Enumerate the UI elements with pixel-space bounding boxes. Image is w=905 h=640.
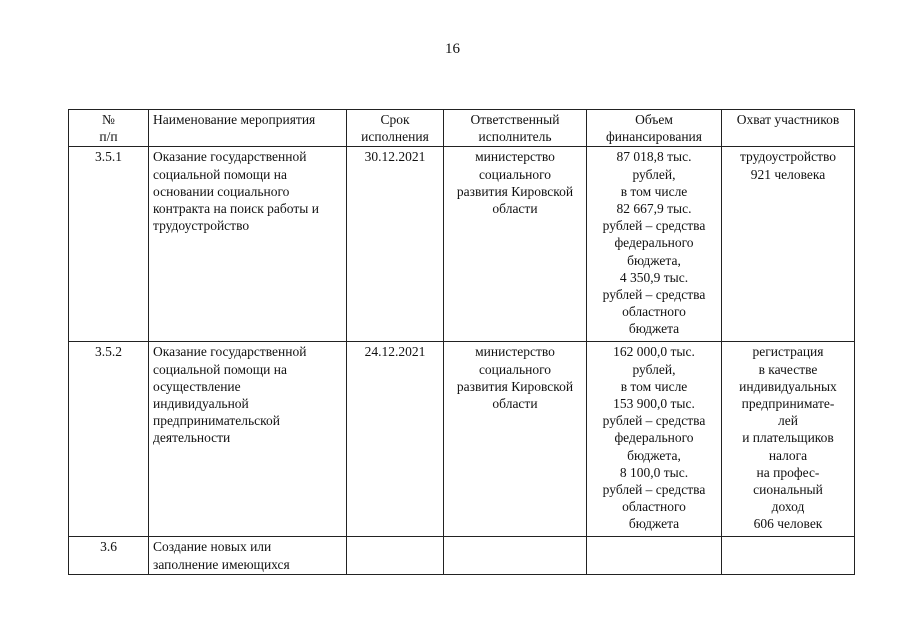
header-coverage: Охват участников [722, 110, 855, 147]
page-number: 16 [445, 41, 460, 57]
table-row [69, 342, 855, 537]
header-deadline: Срок исполнения [347, 110, 444, 147]
row-number: 3.5.1 [69, 147, 149, 342]
row-measure-name: Оказание государственной социальной помощи на основании социального контракта на поиск работы и трудоустройство [149, 147, 347, 342]
row-coverage: регистрация в качестве индивидуальных предпринимате- лей и плательщиков налога на профес- сиональный доход 606 человек [722, 342, 855, 537]
row-measure-name: Создание новых или заполнение имеющихся [149, 537, 347, 574]
row-number: 3.6 [69, 537, 149, 574]
table-row [69, 147, 855, 342]
measures-table [68, 109, 855, 575]
row-deadline [347, 537, 444, 574]
row-deadline: 24.12.2021 [347, 342, 444, 537]
row-coverage: трудоустройство 921 человека [722, 147, 855, 342]
header-number: № п/п [69, 110, 149, 147]
table-header-row [69, 110, 855, 147]
header-funding: Объем финансирования [587, 110, 722, 147]
table-row [69, 537, 855, 574]
row-number: 3.5.2 [69, 342, 149, 537]
row-measure-name: Оказание государственной социальной помощи на осуществление индивидуальной предпринимательской деятельности [149, 342, 347, 537]
header-executor: Ответственный исполнитель [444, 110, 587, 147]
row-executor: министерство социального развития Кировской области [444, 342, 587, 537]
row-funding: 87 018,8 тыс. рублей, в том числе 82 667,9 тыс. рублей – средства федерального бюджета, 4 350,9 тыс. рублей – средства областного бюджета [587, 147, 722, 342]
row-deadline: 30.12.2021 [347, 147, 444, 342]
row-funding: 162 000,0 тыс. рублей, в том числе 153 900,0 тыс. рублей – средства федерального бюджета, 8 100,0 тыс. рублей – средства областного бюджета [587, 342, 722, 537]
header-measure-name: Наименование мероприятия [149, 110, 347, 147]
row-coverage [722, 537, 855, 574]
row-executor [444, 537, 587, 574]
row-executor: министерство социального развития Кировской области [444, 147, 587, 342]
row-funding [587, 537, 722, 574]
